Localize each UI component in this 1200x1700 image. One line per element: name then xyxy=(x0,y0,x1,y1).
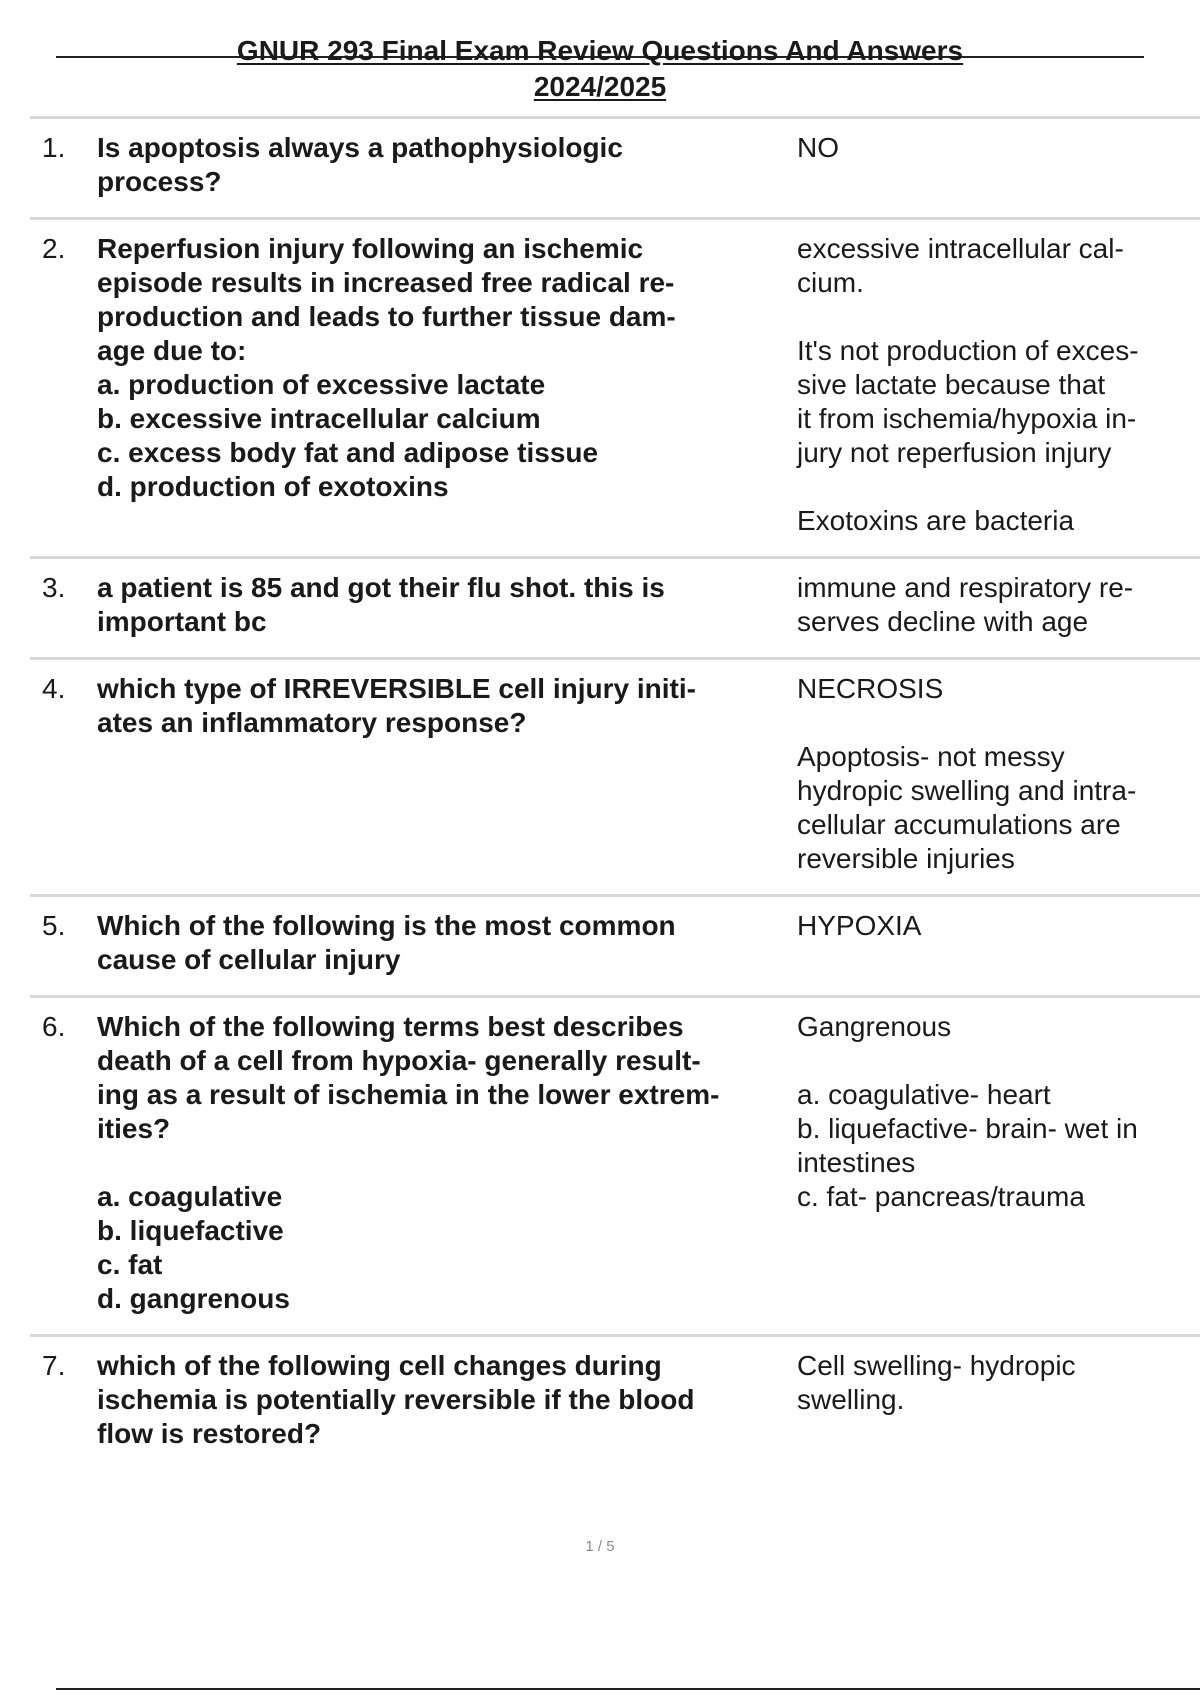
qa-row-4 xyxy=(30,657,1200,894)
question-text: which type of IRREVERSIBLE cell injury initi- ates an inflammatory response? xyxy=(97,673,696,738)
question-number: 7. xyxy=(42,1350,66,1381)
qa-row-5 xyxy=(30,894,1200,995)
question-number: 5. xyxy=(42,910,66,941)
question-text: Which of the following terms best describes death of a cell from hypoxia- generally result- ing as a result of ischemia in the lower extrem- ities? a. coagulative b. liquefactive c. fat d. gangrenous xyxy=(97,1011,720,1314)
bottom-rule xyxy=(56,1688,1200,1690)
question-text: Which of the following is the most common cause of cellular injury xyxy=(97,910,676,975)
document-header xyxy=(0,34,1200,106)
page-indicator: 1 / 5 xyxy=(585,1538,615,1555)
qa-row-2 xyxy=(30,217,1200,556)
answer-text: Cell swelling- hydropic swelling. xyxy=(797,1350,1076,1415)
answer-text: NECROSIS Apoptosis- not messy hydropic swelling and intra- cellular accumulations are reversible injuries xyxy=(797,673,1137,874)
answer-text: Gangrenous a. coagulative- heart b. liquefactive- brain- wet in intestines c. fat- pancreas/trauma xyxy=(797,1011,1138,1212)
question-number: 6. xyxy=(42,1011,66,1042)
qa-row-3 xyxy=(30,556,1200,657)
qa-row-1 xyxy=(30,116,1200,217)
qa-row-6 xyxy=(30,995,1200,1334)
question-text: Is apoptosis always a pathophysiologic process? xyxy=(97,132,623,197)
question-number: 4. xyxy=(42,673,66,704)
question-number: 2. xyxy=(42,233,66,264)
document-subtitle: 2024/2025 xyxy=(533,71,667,102)
qa-row-7 xyxy=(30,1334,1200,1469)
question-text: a patient is 85 and got their flu shot. this is important bc xyxy=(97,572,665,637)
document-title: GNUR 293 Final Exam Review Questions And Answers xyxy=(236,35,964,66)
qa-list xyxy=(30,116,1200,1469)
question-number: 3. xyxy=(42,572,66,603)
question-text: Reperfusion injury following an ischemic episode results in increased free radical re- production and leads to further tissue dam- age due to: a. production of excessive lactate b. excessive intracellular calcium c. excess body fat and adipose tissue d. production of exotoxins xyxy=(97,233,676,502)
question-number: 1. xyxy=(42,132,66,163)
answer-text: excessive intracellular cal- cium. It's not production of exces- sive lactate because that it from ischemia/hypoxia in- jury not reperfusion injury Exotoxins are bacteria xyxy=(797,233,1139,536)
answer-text: immune and respiratory re- serves decline with age xyxy=(797,572,1134,637)
answer-text: HYPOXIA xyxy=(797,910,922,941)
question-text: which of the following cell changes during ischemia is potentially reversible if the blood flow is restored? xyxy=(97,1350,695,1449)
answer-text: NO xyxy=(797,132,839,163)
